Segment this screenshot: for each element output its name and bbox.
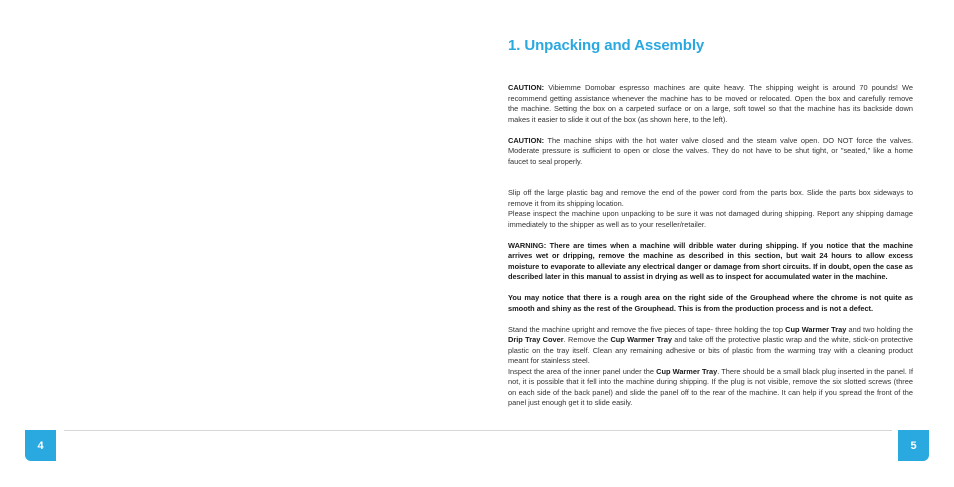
inner-panel-paragraph: Inspect the area of the inner panel under the Cup Warmer Tray. There should be a small black plug inserted in the panel. If not, it is possible that it fell into the machine during shipping. If the plug is not visible, remove the six slotted screws (three on each side of the back panel) and slide the panel off to the rear of the machine. It can help if you spread the front of the panel just enough get it to slide easily. xyxy=(508,366,914,407)
inspect-paragraph: Please inspect the machine upon unpacking to be sure it was not damaged during shipping. Report any shipping damage immediately to the shipper as well as to your reseller/retailer. xyxy=(508,209,913,229)
caution-paragraph-2: CAUTION: The machine ships with the hot water valve closed and the steam valve open. DO NOT force the valves. Moderate pressure is sufficient to open or close the valves. They do not have to be shut tight, or "seated," like a home faucet to seal properly. xyxy=(508,135,913,166)
footer-divider xyxy=(64,430,892,431)
caution-paragraph-1: CAUTION: Vibiemme Domobar espresso machines are quite heavy. The shipping weight is around 70 pounds! We recommend getting assistance whenever the machine has to be moved or relocated. Open the box and carefully remove the machine. Setting the box on a carpeted surface or on a large, soft towel so that the machine has its backside down makes it easier to slide it out of the box (as shown here, to the left). xyxy=(508,83,913,124)
slip-off-paragraph: Slip off the large plastic bag and remove the end of the power cord from the parts box. Slide the parts box sideways to remove it from its shipping location. xyxy=(508,188,913,208)
section-title: 1. Unpacking and Assembly xyxy=(508,37,705,54)
grouphead-paragraph: You may notice that there is a rough area on the right side of the Grouphead where the chrome is not quite as smooth and shiny as the rest of the Grouphead. This is from the production process and is not a defect. xyxy=(508,293,914,313)
body-text xyxy=(508,83,913,409)
stand-machine-paragraph: Stand the machine upright and remove the five pieces of tape- three holding the top Cup Warmer Tray and two holding the Drip Tray Cover. Remove the Cup Warmer Tray and take off the protective plastic wrap and the white, stick-on protective plastic on the tray itself. Clean any remaining adhesive or bits of plastic from the warming tray with a cleaning product meant for stainless steel. xyxy=(508,324,914,365)
page-number-left: 4 xyxy=(25,430,56,461)
warning-paragraph: WARNING: There are times when a machine will dribble water during shipping. If you notice that the machine arrives wet or dripping, remove the machine as described in this section, but wait 24 hours to allow excess moisture to evaporate to alleviate any electrical danger or damage from short circuits. If in doubt, open the case as described later in this manual to assist in drying as well as to inspect for accumulated water in the machine. xyxy=(508,240,913,281)
page-number-right: 5 xyxy=(898,430,929,461)
